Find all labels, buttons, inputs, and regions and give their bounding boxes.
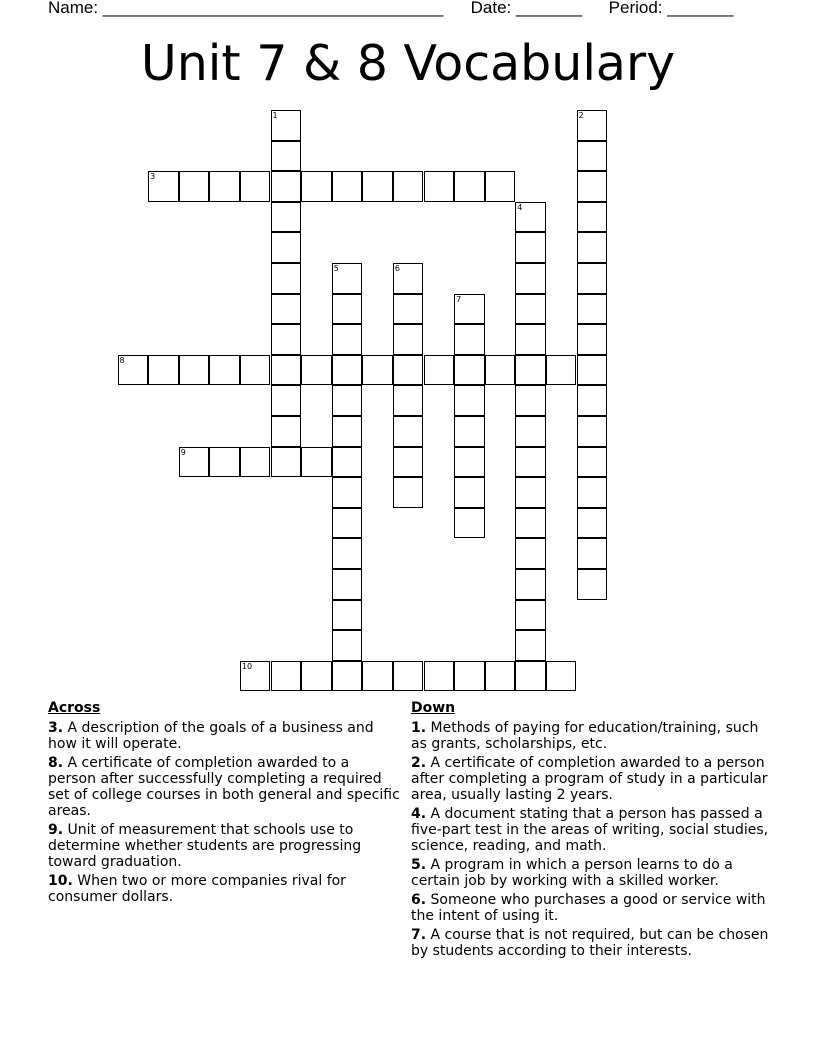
clue-text: Methods of paying for education/training, such as grants, scholarships, etc. xyxy=(411,720,759,752)
crossword-cell[interactable] xyxy=(271,385,302,416)
crossword-cell[interactable] xyxy=(515,661,546,692)
crossword-cell[interactable] xyxy=(332,263,363,294)
crossword-cell[interactable] xyxy=(515,477,546,508)
crossword-cell[interactable] xyxy=(301,661,332,692)
crossword-cell[interactable] xyxy=(577,232,608,263)
clue-number: 8. xyxy=(48,755,64,771)
crossword-cell[interactable] xyxy=(515,538,546,569)
across-heading: Across xyxy=(48,700,101,716)
crossword-cell[interactable] xyxy=(454,324,485,355)
clue-number-label: 2 xyxy=(578,111,584,120)
clue-number: 1. xyxy=(411,720,427,736)
clue-text: When two or more companies rival for consumer dollars. xyxy=(48,873,346,905)
crossword-cell[interactable] xyxy=(515,355,546,386)
crossword-cell[interactable] xyxy=(332,477,363,508)
crossword-cell[interactable] xyxy=(332,355,363,386)
crossword-cell[interactable] xyxy=(454,416,485,447)
crossword-cell[interactable] xyxy=(209,171,240,202)
crossword-cell[interactable] xyxy=(485,661,516,692)
crossword-cell[interactable] xyxy=(515,447,546,478)
crossword-cell[interactable] xyxy=(515,569,546,600)
crossword-cell[interactable] xyxy=(332,569,363,600)
crossword-cell[interactable] xyxy=(362,661,393,692)
clue-number: 4. xyxy=(411,806,427,822)
crossword-cell[interactable] xyxy=(332,508,363,539)
crossword-cell[interactable] xyxy=(240,355,271,386)
crossword-cell[interactable] xyxy=(515,508,546,539)
clue-number-label: 1 xyxy=(272,111,278,120)
down-heading: Down xyxy=(411,700,456,716)
crossword-cell[interactable] xyxy=(577,110,608,141)
clue-text: Someone who purchases a good or service with the intent of using it. xyxy=(411,892,766,924)
crossword-cell[interactable] xyxy=(271,661,302,692)
clue-number: 10. xyxy=(48,873,73,889)
across-clues xyxy=(48,700,400,905)
crossword-cell[interactable] xyxy=(454,294,485,325)
crossword-cell[interactable] xyxy=(332,324,363,355)
clue-item xyxy=(411,755,771,803)
crossword-cell[interactable] xyxy=(271,324,302,355)
crossword-cell[interactable] xyxy=(148,171,179,202)
clue-item xyxy=(48,873,400,905)
crossword-cell[interactable] xyxy=(148,355,179,386)
crossword-cell[interactable] xyxy=(515,232,546,263)
crossword-cell[interactable] xyxy=(454,385,485,416)
crossword-cell[interactable] xyxy=(424,171,455,202)
crossword-cell[interactable] xyxy=(393,355,424,386)
down-clues xyxy=(411,700,771,959)
clue-text: A certificate of completion awarded to a person after completing a program of study in a particular area, usually lasting 2 years. xyxy=(411,755,768,803)
across-clue-list xyxy=(48,720,400,905)
crossword-cell[interactable] xyxy=(485,171,516,202)
crossword-cell[interactable] xyxy=(577,263,608,294)
crossword-cell[interactable] xyxy=(546,661,577,692)
clue-number: 6. xyxy=(411,892,427,908)
clue-number-label: 9 xyxy=(180,447,186,457)
crossword-cell[interactable] xyxy=(577,324,608,355)
crossword-cell[interactable] xyxy=(454,171,485,202)
crossword-cell[interactable] xyxy=(179,171,210,202)
crossword-cell[interactable] xyxy=(393,661,424,692)
crossword-cell[interactable] xyxy=(393,294,424,325)
crossword-cell[interactable] xyxy=(332,630,363,661)
crossword-cell[interactable] xyxy=(546,355,577,386)
page-title: Unit 7 & 8 Vocabulary xyxy=(140,35,676,92)
crossword-cell[interactable] xyxy=(424,661,455,692)
crossword-cell[interactable] xyxy=(209,447,240,478)
crossword-cell[interactable] xyxy=(577,202,608,233)
crossword-cell[interactable] xyxy=(332,385,363,416)
clue-text: A description of the goals of a business and how it will operate. xyxy=(48,720,374,752)
crossword-cell[interactable] xyxy=(393,477,424,508)
crossword-cell[interactable] xyxy=(240,661,271,692)
crossword-cell[interactable] xyxy=(454,508,485,539)
crossword-cell[interactable] xyxy=(179,447,210,478)
crossword-cell[interactable] xyxy=(577,569,608,600)
crossword-cell[interactable] xyxy=(515,385,546,416)
clue-number-label: 5 xyxy=(333,264,339,273)
clue-number: 9. xyxy=(48,822,64,838)
crossword-cell[interactable] xyxy=(332,416,363,447)
clue-item xyxy=(48,720,400,752)
clue-item xyxy=(411,720,771,752)
crossword-cell[interactable] xyxy=(240,447,271,478)
crossword-cell[interactable] xyxy=(454,477,485,508)
crossword-cell[interactable] xyxy=(332,661,363,692)
crossword-cell[interactable] xyxy=(271,232,302,263)
clue-text: A document stating that a person has passed a five-part test in the areas of writing, social studies, science, reading, and math. xyxy=(411,806,769,854)
crossword-cell[interactable] xyxy=(577,385,608,416)
down-clue-list xyxy=(411,720,771,959)
clue-number: 7. xyxy=(411,927,427,943)
clue-item xyxy=(411,927,771,959)
name-field-label[interactable]: Name: ____________________________________ xyxy=(48,0,444,17)
crossword-cell[interactable] xyxy=(393,324,424,355)
crossword-cell[interactable] xyxy=(362,355,393,386)
crossword-cell[interactable] xyxy=(332,171,363,202)
clue-number-label: 8 xyxy=(119,355,125,365)
crossword-cell[interactable] xyxy=(393,447,424,478)
crossword-cell[interactable] xyxy=(271,263,302,294)
crossword-cell[interactable] xyxy=(515,630,546,661)
clue-number-label: 6 xyxy=(394,264,400,273)
crossword-cell[interactable] xyxy=(332,447,363,478)
clue-text: A course that is not required, but can be chosen by students according to their interests. xyxy=(411,927,769,959)
crossword-cell[interactable] xyxy=(577,416,608,447)
clue-item xyxy=(411,806,771,854)
date-field-label[interactable]: Date: _______ xyxy=(470,0,583,17)
crossword-cell[interactable] xyxy=(271,447,302,478)
clue-item xyxy=(48,822,400,870)
crossword-cell[interactable] xyxy=(515,600,546,631)
crossword-cell[interactable] xyxy=(332,600,363,631)
crossword-cell[interactable] xyxy=(577,355,608,386)
crossword-cell[interactable] xyxy=(577,294,608,325)
crossword-cell[interactable] xyxy=(240,171,271,202)
crossword-cell[interactable] xyxy=(301,355,332,386)
crossword-cell[interactable] xyxy=(577,141,608,172)
crossword-cell[interactable] xyxy=(577,171,608,202)
crossword-cell[interactable] xyxy=(485,355,516,386)
crossword-cell[interactable] xyxy=(393,416,424,447)
crossword-cell[interactable] xyxy=(332,538,363,569)
clue-number-label: 10 xyxy=(241,661,253,671)
crossword-cell[interactable] xyxy=(424,355,455,386)
crossword-cell[interactable] xyxy=(454,447,485,478)
crossword-cell[interactable] xyxy=(454,355,485,386)
clue-number: 3. xyxy=(48,720,64,736)
crossword-cell[interactable] xyxy=(515,416,546,447)
crossword-cell[interactable] xyxy=(577,508,608,539)
crossword-cell[interactable] xyxy=(393,385,424,416)
crossword-cell[interactable] xyxy=(393,171,424,202)
crossword-cell[interactable] xyxy=(515,263,546,294)
clue-text: Unit of measurement that schools use to determine whether students are progressing toward graduation. xyxy=(48,822,362,870)
crossword-cell[interactable] xyxy=(301,171,332,202)
crossword-cell[interactable] xyxy=(271,110,302,141)
crossword-cell[interactable] xyxy=(271,294,302,325)
crossword-cell[interactable] xyxy=(271,355,302,386)
crossword-cell[interactable] xyxy=(332,294,363,325)
crossword-cell[interactable] xyxy=(515,202,546,233)
period-field-label[interactable]: Period: _______ xyxy=(608,0,734,17)
crossword-cell[interactable] xyxy=(515,294,546,325)
crossword-cell[interactable] xyxy=(515,324,546,355)
crossword-cell[interactable] xyxy=(301,447,332,478)
clue-number-label: 3 xyxy=(150,172,156,182)
crossword-cell[interactable] xyxy=(393,263,424,294)
crossword-cell[interactable] xyxy=(577,477,608,508)
clue-item xyxy=(48,755,400,819)
crossword-cell[interactable] xyxy=(271,416,302,447)
clue-item xyxy=(411,857,771,889)
crossword-cell[interactable] xyxy=(577,538,608,569)
clue-text: A certificate of completion awarded to a person after successfully completing a required set of college courses in both general and specific areas. xyxy=(48,755,400,819)
clue-item xyxy=(411,892,771,924)
clue-text: A program in which a person learns to do a certain job by working with a skilled worker. xyxy=(411,857,733,889)
crossword-cell[interactable] xyxy=(271,171,302,202)
crossword-cell[interactable] xyxy=(362,171,393,202)
crossword-cell[interactable] xyxy=(118,355,149,386)
clue-number-label: 4 xyxy=(517,202,523,212)
crossword-cell[interactable] xyxy=(209,355,240,386)
clue-number-label: 7 xyxy=(456,294,462,304)
crossword-cell[interactable] xyxy=(577,447,608,478)
clue-number: 5. xyxy=(411,857,427,873)
crossword-cell[interactable] xyxy=(179,355,210,386)
clue-number: 2. xyxy=(411,755,427,771)
crossword-cell[interactable] xyxy=(271,202,302,233)
crossword-cell[interactable] xyxy=(271,141,302,172)
crossword-cell[interactable] xyxy=(454,661,485,692)
